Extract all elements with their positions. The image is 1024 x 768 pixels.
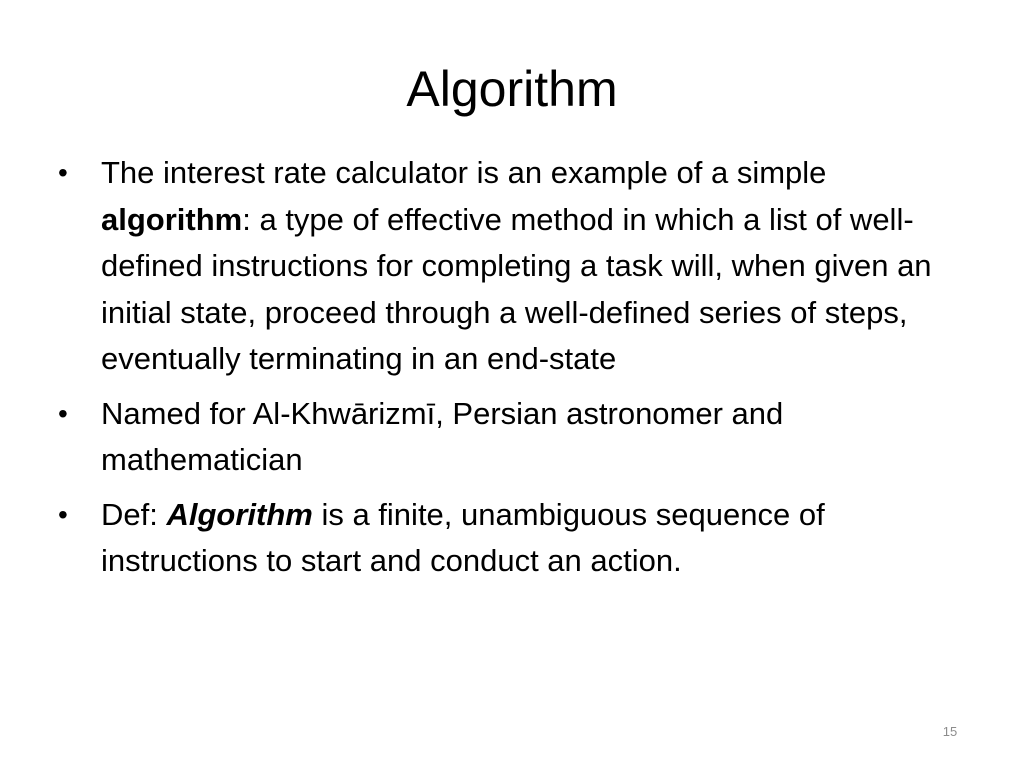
slide-title: Algorithm bbox=[406, 61, 618, 117]
bullet-icon: • bbox=[58, 397, 68, 429]
bullet-item-named-for bbox=[58, 391, 978, 484]
bullet-text: Named for Al-Khwārizmī, Persian astronomer and mathematician bbox=[101, 395, 784, 477]
bullet-text: Def: bbox=[101, 496, 167, 532]
bullet-item-algorithm-definition bbox=[58, 150, 978, 383]
bullet-icon: • bbox=[58, 157, 68, 188]
bullet-text: : a type of effective method in which a list of well-defined instructions for completing a task will, when given an initial state, proceed through a well-defined series of steps, eventually terminating in an end-state bbox=[101, 201, 932, 376]
bold-term-algorithm: algorithm bbox=[101, 201, 243, 237]
bold-italic-term-algorithm: Algorithm bbox=[166, 496, 313, 532]
bullet-text: The interest rate calculator is an example of a simple bbox=[101, 155, 827, 190]
bullet-text: is a finite, unambiguous sequence of instructions to start and conduct an action. bbox=[101, 496, 825, 578]
bullet-icon: • bbox=[58, 498, 68, 530]
page-number: 15 bbox=[942, 724, 958, 739]
bullet-list bbox=[58, 150, 978, 593]
bullet-item-def bbox=[58, 492, 978, 585]
